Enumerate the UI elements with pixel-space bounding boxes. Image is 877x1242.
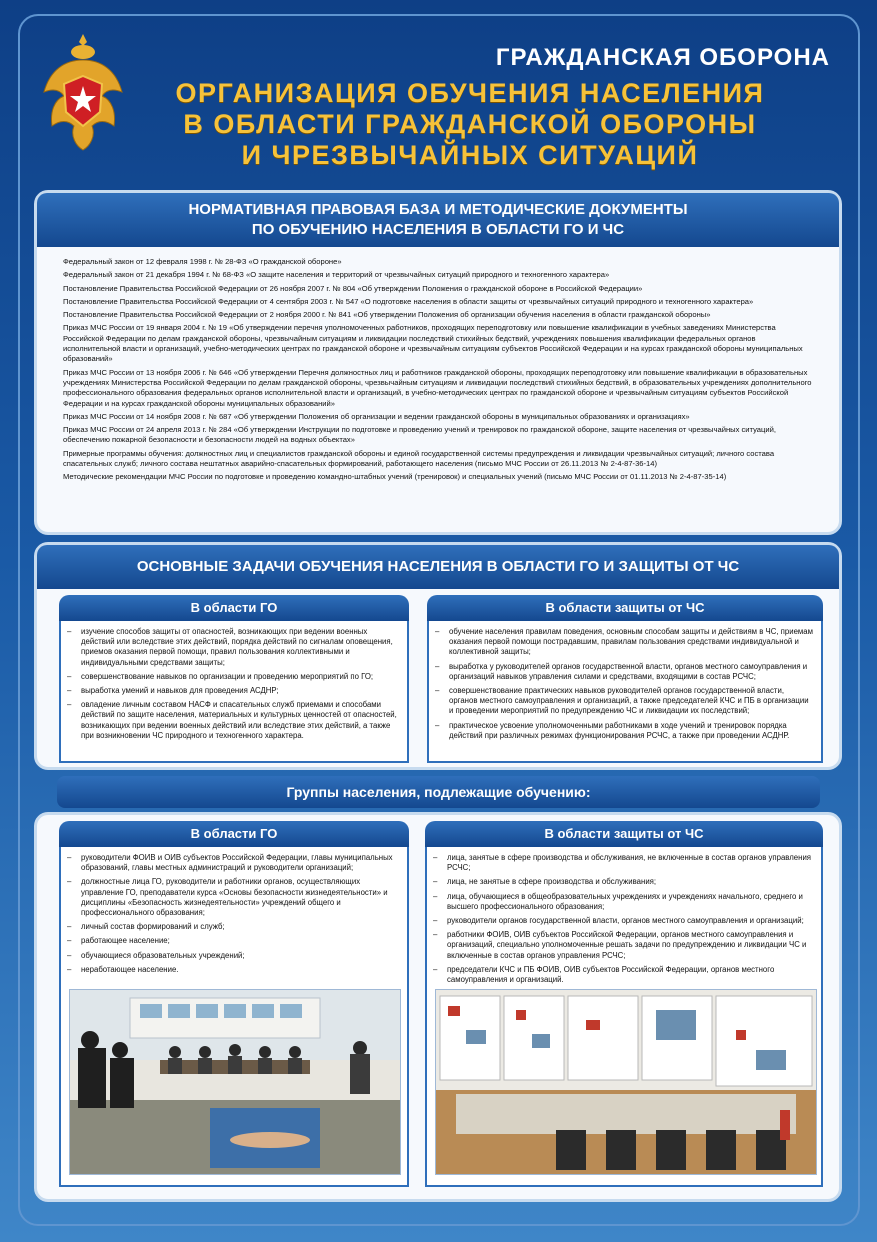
document-item: Приказ МЧС России от 19 января 2004 г. № 19 «Об утверждении перечня уполномоченных работников, проходящих переподготовку или повышение квалификации в учебных заведениях Министерства Российской Федерации по делам гражданской обороны, чрезвычайным ситуациям и ликвидации последствий стихийных бедствий, учреждениях повышения квалификации федеральных органов исполнительной власти и организаций, учебно-методических центрах по гражданской обороне и чрезвычайным ситуациям субъектов Российской Федерации и на курсах гражданской обороны муниципальных образований» — [63, 323, 803, 364]
list-item: – председатели КЧС и ПБ ФОИВ, ОИВ субъектов Российской Федерации, органов местного самоуправления и организаций. — [447, 965, 813, 985]
legal-documents-list — [63, 257, 815, 486]
legal-documents-panel — [34, 190, 842, 535]
list-item: – совершенствование практических навыков руководителей органов государственной власти, органов местного самоуправления и организаций, а также председателей КЧС и ПБ в организации и проведении мероприятий по предупреждению ЧС и ликвидации их последствий; — [449, 686, 813, 717]
list-item: – выработка умений и навыков для проведения АСДНР; — [81, 686, 399, 696]
poster-title — [150, 78, 790, 171]
tasks-go-heading: В области ГО — [59, 595, 409, 621]
document-item: Федеральный закон от 12 февраля 1998 г. № 28-ФЗ «О гражданской обороне» — [63, 257, 342, 266]
list-item: – должностные лица ГО, руководители и работники органов, осуществляющих управление ГО, преподаватели курса «Основы безопасности жизнедеятельности» и дисциплины «Безопасность жизнедеятельности» учреждений общего и профессионального образования; — [81, 877, 399, 918]
list-item: – совершенствование навыков по организации и проведению мероприятий по ГО; — [81, 672, 399, 682]
tasks-go-list — [59, 621, 409, 763]
classroom-training-photo — [69, 989, 401, 1175]
title-line: И ЧРЕЗВЫЧАЙНЫХ СИТУАЦИЙ — [241, 140, 699, 170]
training-room-photo — [435, 989, 817, 1175]
list-item: – лица, не занятые в сфере производства и обслуживания; — [447, 877, 813, 887]
emercom-emblem-icon — [40, 30, 126, 152]
heading-line: ПО ОБУЧЕНИЮ НАСЕЛЕНИЯ В ОБЛАСТИ ГО И ЧС — [251, 221, 625, 238]
list-item: – руководители ФОИВ и ОИВ субъектов Российской Федерации, главы муниципальных образований, главы местных администраций и руководители организаций; — [81, 853, 399, 873]
document-item: Приказ МЧС России от 14 ноября 2008 г. № 687 «Об утверждении Положения об организации и ведении гражданской обороны в муниципальных образованиях и организациях» — [63, 411, 690, 421]
title-line: В ОБЛАСТИ ГРАЖДАНСКОЙ ОБОРОНЫ — [183, 109, 757, 139]
heading-line: НОРМАТИВНАЯ ПРАВОВАЯ БАЗА И МЕТОДИЧЕСКИЕ ДОКУМЕНТЫ — [188, 201, 688, 218]
list-item: – неработающее население. — [81, 965, 399, 975]
tasks-panel — [34, 542, 842, 770]
tasks-chs-heading: В области защиты от ЧС — [427, 595, 823, 621]
document-item: Приказ МЧС России от 13 ноября 2006 г. № 646 «Об утверждении Перечня должностных лиц и работников гражданской обороны, проходящих переподготовку или повышение квалификации в образовательных учреждениях Министерства Российской Федерации по делам гражданской обороны, чрезвычайным ситуациям и ликвидации последствий стихийных бедствий, в образовательных учреждениях дополнительного профессионального образования федеральных органов исполнительной власти и организаций, в учебно-методических центрах по гражданской обороне и чрезвычайным ситуациям субъектов Российской Федерации и на курсах гражданской обороны муниципальных образований» — [63, 367, 812, 408]
groups-go-heading: В области ГО — [59, 821, 409, 847]
document-item: Примерные программы обучения: должностных лиц и специалистов гражданской обороны и единой государственной системы предупреждения и ликвидации чрезвычайных ситуаций; личного состава спасательных служб; личного состава нештатных аварийно-спасательных формирований, работающего населения (письмо МЧС России от 26.11.2013 № 2-4-87-36-14) — [63, 448, 775, 469]
list-item: – овладение личным составом НАСФ и спасательных служб приемами и способами действий по защите населения, материальных и культурных ценностей от опасностей, возникающих при ведении военных действий или вследствие этих действий, а также при возникновении ЧС природного и техногенного характера. — [81, 700, 399, 741]
list-item: – практическое усвоение уполномоченными работниками в ходе учений и тренировок порядка действий при различных режимах функционирования РСЧС, а также при проведении АСДНР. — [449, 721, 813, 741]
list-item: – выработка у руководителей органов государственной власти, органов местного самоуправления и организаций навыков управления силами и средствами, входящими в состав РСЧС; — [449, 662, 813, 682]
groups-panel — [34, 812, 842, 1202]
groups-heading: Группы населения, подлежащие обучению: — [57, 776, 820, 808]
title-line: ОРГАНИЗАЦИЯ ОБУЧЕНИЯ НАСЕЛЕНИЯ — [175, 78, 765, 108]
document-item: Постановление Правительства Российской Федерации от 26 ноября 2007 г. № 804 «Об утверждении Положения о гражданской обороне в Российской Федерации» — [63, 283, 643, 293]
tasks-chs-list — [427, 621, 823, 763]
list-item: – обучение населения правилам поведения, основным способам защиты и действиям в ЧС, приемам оказания первой помощи пострадавшим, правилам пользования средствами индивидуальной и коллективной защиты; — [449, 627, 813, 658]
document-item: Федеральный закон от 21 декабря 1994 г. № 68-ФЗ «О защите населения и территорий от чрезвычайных ситуаций природного и техногенного характера» — [63, 270, 610, 280]
document-item: Методические рекомендации МЧС России по подготовке и проведению командно-штабных учений (тренировок) и специальных учений (письмо МЧС России от 01.11.2013 № 2-4-87-35-14) — [63, 472, 727, 482]
list-item: – работающее население; — [81, 936, 399, 946]
list-item: – лица, занятые в сфере производства и обслуживания, не включенные в состав органов управления РСЧС; — [447, 853, 813, 873]
document-item: Постановление Правительства Российской Федерации от 4 сентября 2003 г. № 547 «О подготовке населения в области защиты от чрезвычайных ситуаций природного и техногенного характера» — [63, 296, 754, 306]
document-item: Постановление Правительства Российской Федерации от 2 ноября 2000 г. № 841 «Об утверждении Положения об организации обучения населения в области гражданской обороны» — [63, 310, 711, 320]
groups-chs-heading: В области защиты от ЧС — [425, 821, 823, 847]
list-item: – лица, обучающиеся в общеобразовательных учреждениях и учреждениях начального, среднего и высшего профессионального образования; — [447, 892, 813, 912]
list-item: – личный состав формирований и служб; — [81, 922, 399, 932]
list-item: – изучение способов защиты от опасностей, возникающих при ведении военных действий или вследствие этих действий, порядка действий по сигналам оповещения, приемов оказания первой помощи, правил пользования коллективными и индивидуальными средствами защиты; — [81, 627, 399, 668]
document-item: Приказ МЧС России от 24 апреля 2013 г. № 284 «Об утверждении Инструкции по подготовке и проведению учений и тренировок по гражданской обороне, защите населения от чрезвычайных ситуаций, обеспечению пожарной безопасности и безопасности людей на водных объектах» — [63, 425, 776, 445]
list-item: – обучающиеся образовательных учреждений; — [81, 951, 399, 961]
legal-documents-heading — [37, 193, 839, 247]
list-item: – руководители органов государственной власти, органов местного самоуправления и организаций; — [447, 916, 813, 926]
poster-supertitle: ГРАЖДАНСКАЯ ОБОРОНА — [495, 44, 830, 71]
list-item: – работники ФОИВ, ОИВ субъектов Российской Федерации, органов местного самоуправления и организаций, специально уполномоченные решать задачи по предупреждению и ликвидации ЧС и включенные в состав органов управления РСЧС; — [447, 930, 813, 961]
tasks-heading: ОСНОВНЫЕ ЗАДАЧИ ОБУЧЕНИЯ НАСЕЛЕНИЯ В ОБЛАСТИ ГО И ЗАЩИТЫ ОТ ЧС — [37, 545, 839, 589]
